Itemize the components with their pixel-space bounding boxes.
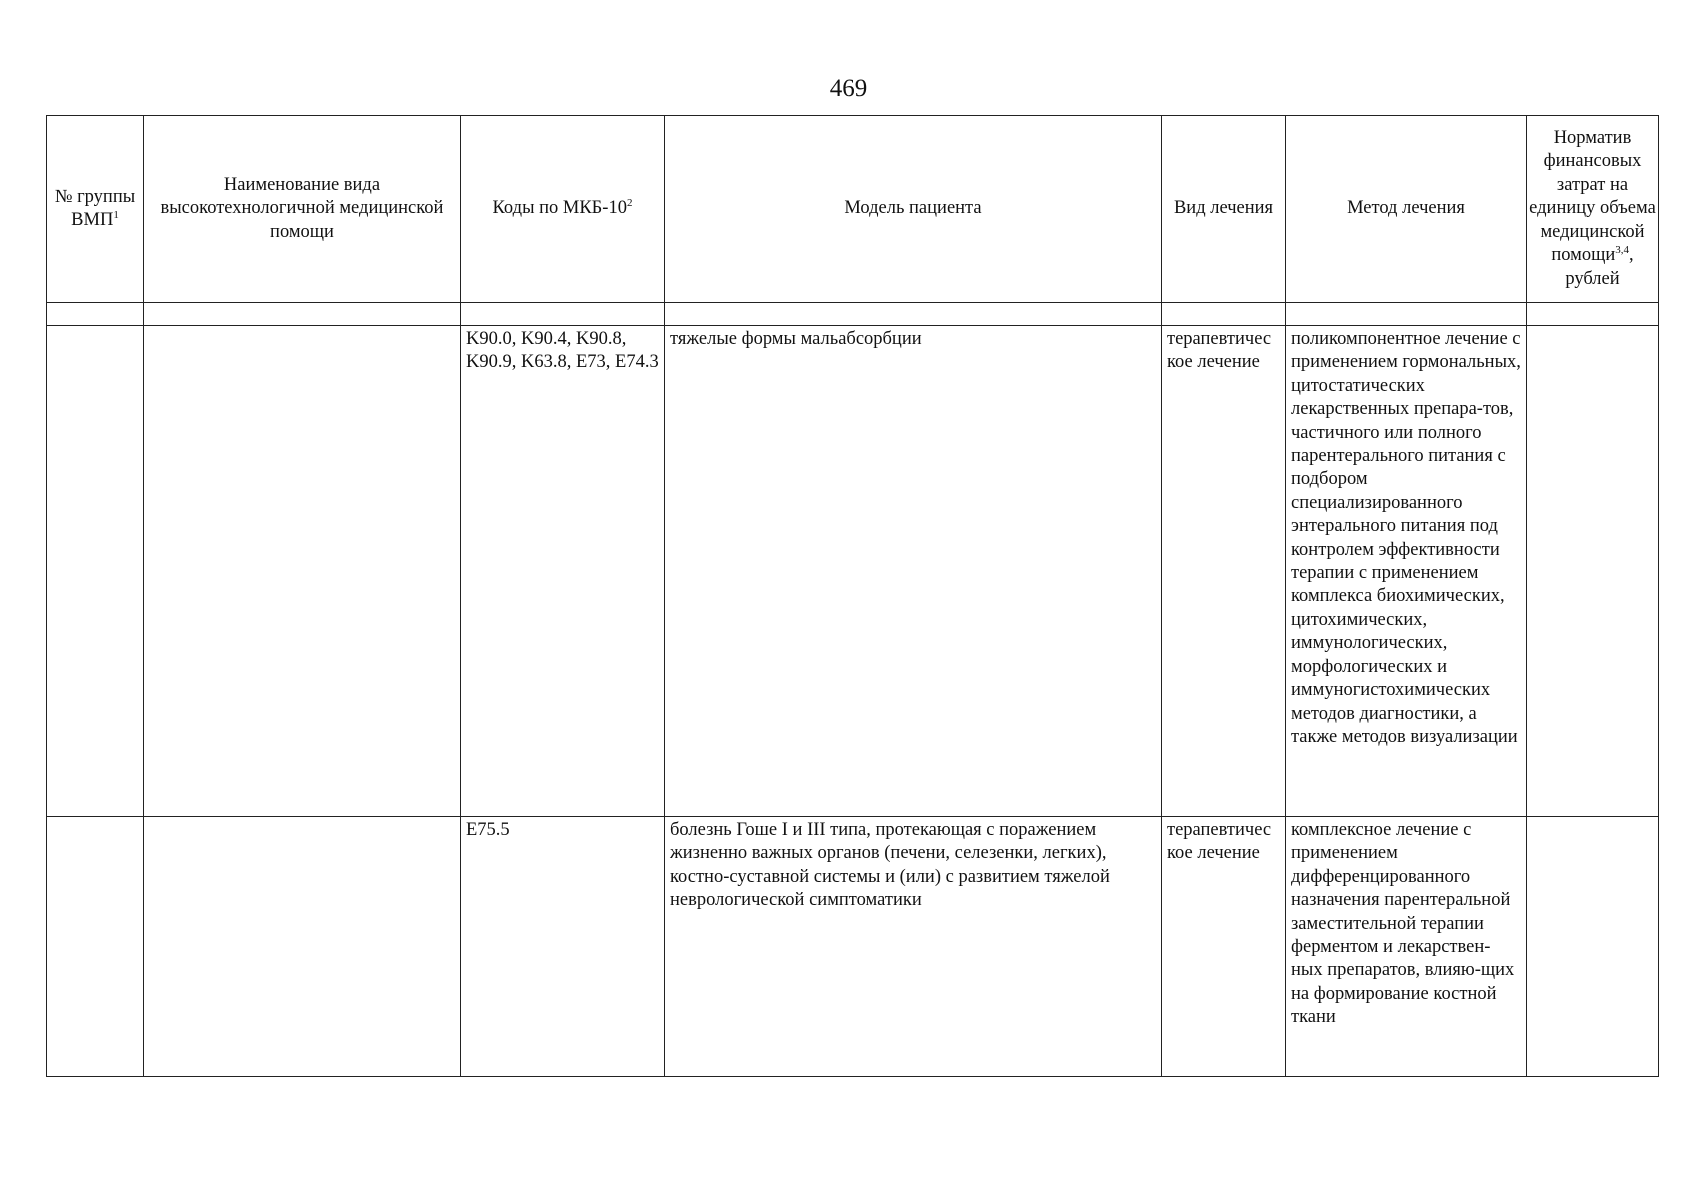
cell-norm (1527, 326, 1659, 817)
empty-cell (461, 303, 665, 326)
header-row (47, 116, 1659, 303)
vmp-table (46, 115, 1659, 1077)
cell-method: поликомпонентное лечение с применением гормональных, цитостатических лекарственных препара-тов, частичного или полного парентерального питания с подбором специализированного энтерального питания под контролем эффективности терапии с применением комплекса биохимических, цитохимических, иммунологических, морфологических и иммуногистохимических методов диагностики, а также методов визуализации (1286, 326, 1527, 817)
cell-model: тяжелые формы мальабсорбции (665, 326, 1162, 817)
cell-norm (1527, 817, 1659, 1077)
empty-cell (665, 303, 1162, 326)
header-method: Метод лечения (1286, 116, 1527, 303)
header-norm: Норматив финансовых затрат на единицу объема медицинской помощи$^{3,4}$, рублей (1527, 116, 1659, 303)
cell-method: комплексное лечение с применением дифференцированного назначения парентеральной заместительной терапии ферментом и лекарствен-ных препаратов, влияю-щих на формирование костной ткани (1286, 817, 1527, 1077)
empty-cell (144, 303, 461, 326)
header-name: Наименование вида высокотехнологичной медицинской помощи (144, 116, 461, 303)
cell-group-no (47, 326, 144, 817)
header-codes: Коды по МКБ-$10^2$ (461, 116, 665, 303)
empty-cell (1527, 303, 1659, 326)
cell-group-no (47, 817, 144, 1077)
cell-model: болезнь Гоше I и III типа, протекающая с поражением жизненно важных органов (печени, селезенки, легких), костно-суставной системы и (или) с развитием тяжелой неврологической симптоматики (665, 817, 1162, 1077)
empty-cell (47, 303, 144, 326)
empty-cell (1162, 303, 1286, 326)
cell-name (144, 817, 461, 1077)
cell-codes: K90.0, K90.4, K90.8, K90.9, K63.8, E73, E74.3 (461, 326, 665, 817)
table-row (47, 326, 1659, 817)
table-row (47, 817, 1659, 1077)
empty-cell (1286, 303, 1527, 326)
header-treatment-type: Вид лечения (1162, 116, 1286, 303)
spacer-row (47, 303, 1659, 326)
cell-treatment-type: терапевтическое лечение (1162, 817, 1286, 1077)
cell-codes: E75.5 (461, 817, 665, 1077)
header-model: Модель пациента (665, 116, 1162, 303)
header-group-no: № группы ВМП$^1$ (47, 116, 144, 303)
page-number: 469 (829, 75, 868, 102)
cell-treatment-type: терапевтическое лечение (1162, 326, 1286, 817)
cell-name (144, 326, 461, 817)
